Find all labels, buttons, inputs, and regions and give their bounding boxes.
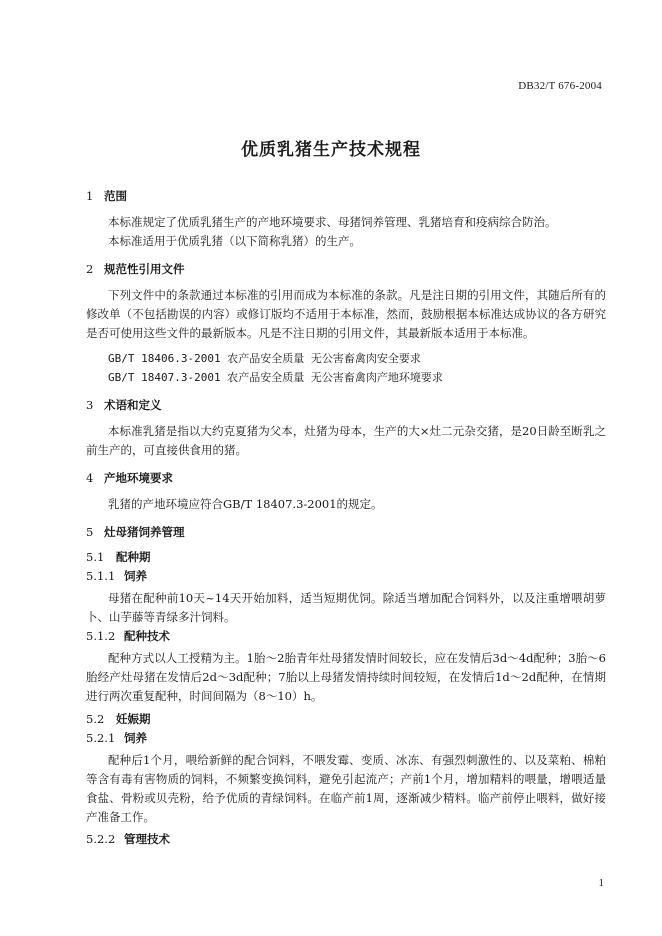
section-number: 1 [86,189,94,203]
section-number: 5 [86,525,94,539]
document-title: 优质乳猪生产技术规程 [241,140,421,160]
section-title: 范围 [104,189,127,203]
paragraph: 配种方式以人工授精为主。1胎～2胎青年灶母猪发情时间较长，应在发情后3d～4d配种；3胎～6胎经产灶母猪在发情后2d～3d配种；7胎以上母猪发情持续时间较短，在发情后1d～2d配种，在情期进行两次重复配种，时间间隔为（8～10）h。 [86,651,606,703]
section-title: 术语和定义 [104,398,162,412]
reference-item: GB/T 18407.3-2001 农产品安全质量 无公害畜禽肉产地环境要求 [108,371,443,384]
section-heading [86,395,606,415]
subsection-heading [86,548,606,567]
paragraph: 本标准规定了优质乳猪生产的产地环境要求、母猪饲养管理、乳猪培育和疫病综合防治。 [108,215,557,229]
subsubsection-number: 5.1.2 [86,629,116,643]
paragraph: 下列文件中的条款通过本标准的引用而成为本标准的条款。凡是注日期的引用文件，其随后所有的修改单（不包括勘误的内容）或修订版均不适用于本标准，然而，鼓励根据本标准达成协议的各方研究是否可使用这些文件的最新版本。凡是不注日期的引用文件，其最新版本适用于本标准。 [86,288,606,340]
subsubsection-title: 饲养 [124,569,147,583]
paragraph: 本标准适用于优质乳猪（以下简称乳猪）的生产。 [108,234,361,248]
subsubsection-heading [86,567,606,586]
page-number: 1 [598,877,604,889]
subsubsection-heading [86,830,606,849]
paragraph: 乳猪的产地环境应符合GB/T 18407.3-2001的规定。 [108,497,383,511]
paragraph: 配种后1个月，喂给新鲜的配合饲料，不喂发霉、变质、冰冻、有强烈刺激性的、以及菜粕、棉粕等含有毒有害物质的饲料，不频繁变换饲料，避免引起流产；产前1个月，增加精料的喂量，增喂适量食盐、骨粉或贝壳粉，给予优质的青绿饲料。在临产前1周，逐渐减少精料。临产前停止喂料，做好接产准备工作。 [86,753,606,824]
standard-code: DB32/T 676-2004 [518,80,602,92]
subsubsection-heading [86,729,606,748]
document-body [86,186,606,849]
subsection-number: 5.2 [86,712,105,726]
subsubsection-title: 配种技术 [124,629,170,643]
subsection-title: 配种期 [116,550,151,564]
subsubsection-number: 5.1.1 [86,569,116,583]
subsubsection-title: 饲养 [124,731,147,745]
section-number: 2 [86,262,94,276]
section-number: 3 [86,398,94,412]
subsubsection-heading [86,627,606,646]
section-heading [86,522,606,542]
subsubsection-number: 5.2.1 [86,731,116,745]
reference-item: GB/T 18406.3-2001 农产品安全质量 无公害畜禽肉安全要求 [108,352,421,365]
section-title: 产地环境要求 [104,471,173,485]
subsection-title: 妊娠期 [116,712,151,726]
paragraph: 母猪在配种前10天~14天开始加料，适当短期优饲。除适当增加配合饲料外，以及注重增喂胡萝卜、山芋藤等青绿多汁饲料。 [86,591,606,624]
section-title: 规范性引用文件 [104,262,185,276]
section-title: 灶母猪饲养管理 [104,525,185,539]
section-heading [86,259,606,279]
section-number: 4 [86,471,94,485]
subsection-number: 5.1 [86,550,105,564]
section-heading [86,186,606,206]
subsubsection-title: 管理技术 [124,832,170,846]
subsection-heading [86,710,606,729]
section-heading [86,468,606,488]
paragraph: 本标准乳猪是指以大约克夏猪为父本，灶猪为母本，生产的大×灶二元杂交猪，是20日龄至断乳之前生产的，可直接供食用的猪。 [86,424,606,457]
subsubsection-number: 5.2.2 [86,832,116,846]
